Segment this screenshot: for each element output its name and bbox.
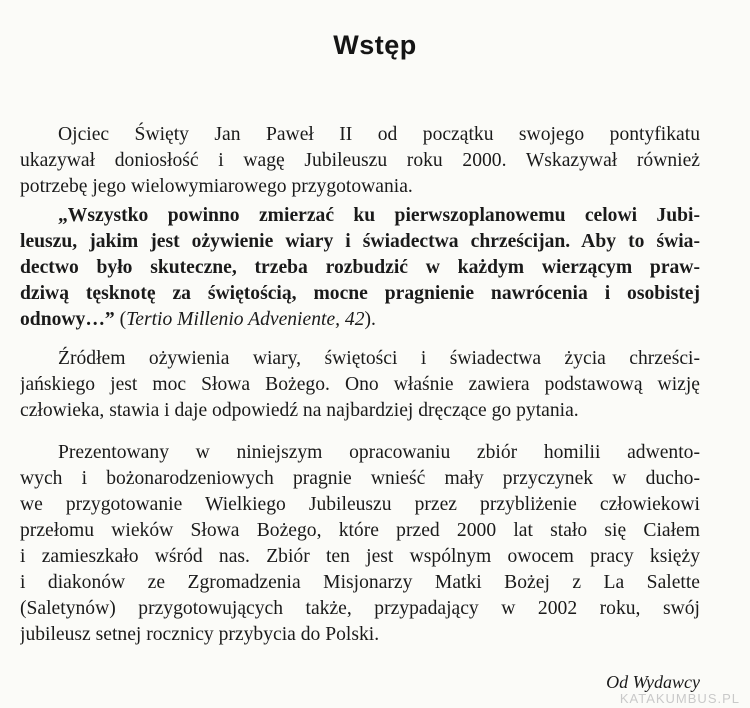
quote-line: dectwo było skuteczne, trzeba rozbudzić w każdym wierzącym praw- xyxy=(20,257,700,278)
quote-end: odnowy…” xyxy=(20,309,115,330)
publisher-signature: Od Wydawcy xyxy=(606,672,700,692)
watermark: KATAKUMBUS.PL xyxy=(619,691,740,706)
text-line: ukazywał doniosłość i wagę Jubileuszu roku 2000. Wskazywał również xyxy=(20,150,700,171)
quote-line: dziwą tęsknotę za świętością, mocne pragnienie nawrócenia i osobistej xyxy=(20,283,700,304)
quote-line: „Wszystko powinno zmierzać ku pierwszoplanowemu celowi Jubi- xyxy=(58,205,700,226)
text-line: Ojciec Święty Jan Paweł II od początku swojego pontyfikatu xyxy=(58,124,700,145)
text-line: jańskiego jest moc Słowa Bożego. Ono właśnie zawiera podstawową wizję xyxy=(20,374,700,395)
text-line: człowieka, stawia i daje odpowiedź na najbardziej dręczące go pytania. xyxy=(20,400,579,421)
text-line: i zamieszkało wśród nas. Zbiór ten jest wspólnym owocem pracy księży xyxy=(20,546,700,567)
quote-end-line: odnowy…” (Tertio Millenio Adveniente, 42). xyxy=(20,309,376,330)
text-line: jubileusz setnej rocznicy przybycia do Polski. xyxy=(20,624,380,645)
text-line: (Saletynów) przygotowujących także, przypadający w 2002 roku, swój xyxy=(20,598,700,619)
text-line: wych i bożonarodzeniowych pragnie wnieść mały przyczynek w ducho- xyxy=(20,468,700,489)
text-line: potrzebę jego wielowymiarowego przygotowania. xyxy=(20,176,413,197)
quote-line: leuszu, jakim jest ożywienie wiary i świadectwa chrześcijan. Aby to świa- xyxy=(20,231,700,252)
citation-source: Tertio Millenio Adveniente, 42 xyxy=(126,309,365,330)
text-line: Źródłem ożywienia wiary, świętości i świadectwa życia chrześci- xyxy=(58,348,700,369)
text-line: przełomu wieków Słowa Bożego, które przed 2000 lat stało się Ciałem xyxy=(20,520,700,541)
page-title: Wstęp xyxy=(333,30,417,60)
text-line: i diakonów ze Zgromadzenia Misjonarzy Matki Bożej z La Salette xyxy=(20,572,700,593)
text-line: we przygotowanie Wielkiego Jubileuszu przez przybliżenie człowiekowi xyxy=(20,494,700,515)
text-line: Prezentowany w niniejszym opracowaniu zbiór homilii adwento- xyxy=(58,442,700,463)
